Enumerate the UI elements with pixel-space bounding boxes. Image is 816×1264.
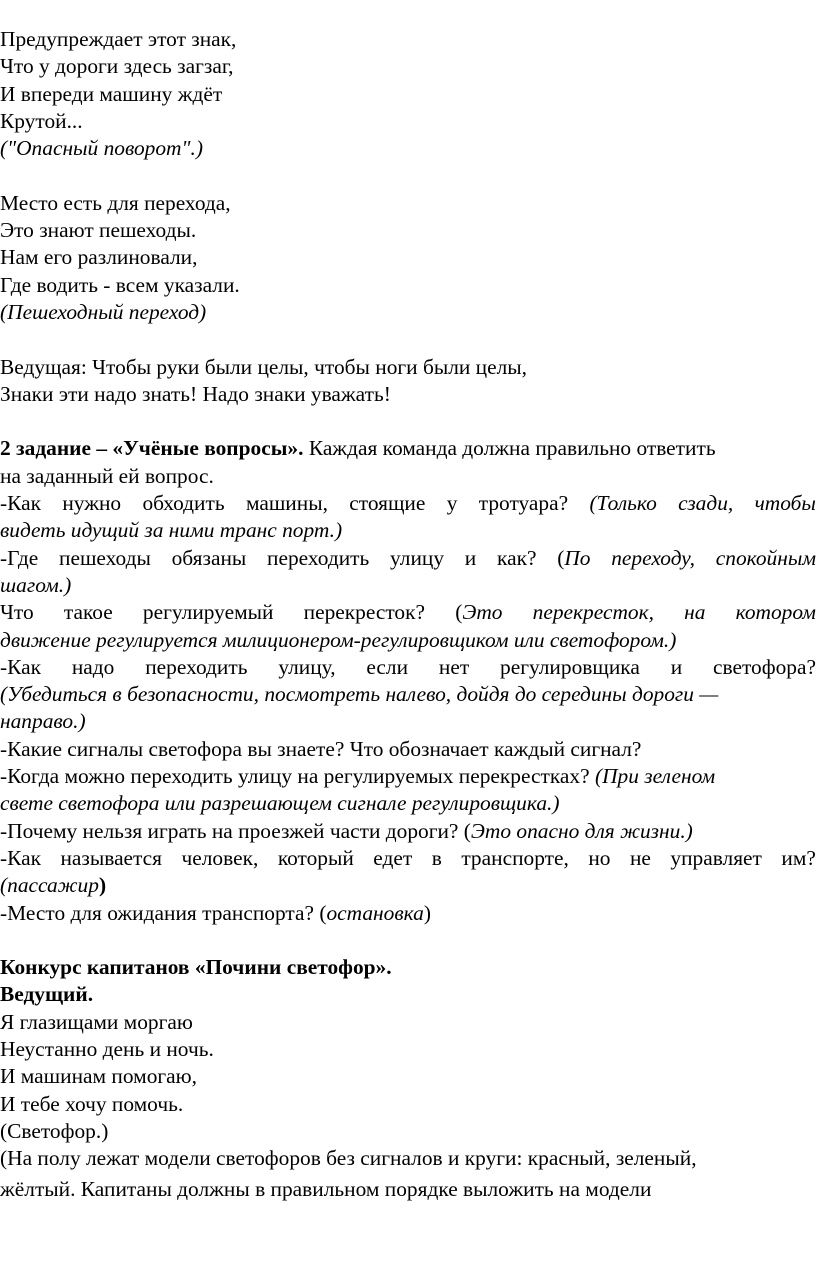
poem-answer: (Светофор.) <box>0 1118 109 1143</box>
poem-line: Нам его разлиновали, <box>0 245 198 270</box>
poem-answer: ("Опасный поворот".) <box>0 136 203 161</box>
blank-line <box>0 927 816 954</box>
answer-line: направо.) <box>0 709 86 734</box>
answer-line: шагом.) <box>0 572 72 597</box>
task-2-intro: Каждая команда должна правильно ответить <box>308 436 716 461</box>
question-line: -Почему нельзя играть на проезжей части дороги? (Это опасно для жизни.) <box>0 818 693 843</box>
poem-line: И впереди машину ждёт <box>0 81 223 106</box>
question-line: -Как надо переходить улицу, если нет регулировщика и светофора? <box>0 654 816 679</box>
host-speech <box>0 354 816 409</box>
answer-line: (Убедиться в безопасности, посмотреть налево, дойдя до середины дороги — <box>0 682 719 707</box>
task-2-intro-line: на заданный ей вопрос. <box>0 463 214 488</box>
question-line: -Какие сигналы светофора вы знаете? Что обозначает каждый сигнал? <box>0 736 642 761</box>
document-page <box>0 26 816 1203</box>
blank-line <box>0 326 816 353</box>
blank-line <box>0 162 816 189</box>
answer-line: движение регулируется милиционером-регулировщиком или светофором.) <box>0 627 677 652</box>
answer-line: свете светофора или разрешающем сигнале регулировщика.) <box>0 791 560 816</box>
poem-dangerous-turn <box>0 26 816 162</box>
poem-line: Где водить - всем указали. <box>0 272 240 297</box>
poem-line: Неустанно день и ночь. <box>0 1036 214 1061</box>
poem-line: Предупреждает этот знак, <box>0 27 237 51</box>
poem-line: Я глазищами моргаю <box>0 1009 193 1034</box>
poem-line: Что у дороги здесь загзаг, <box>0 54 234 79</box>
answer-line: (пассажир) <box>0 873 107 898</box>
poem-line: Это знают пешеходы. <box>0 218 197 243</box>
question-line: -Как нужно обходить машины, стоящие у тротуара? (Только сзади, чтобы <box>0 491 816 516</box>
captains-contest-section <box>0 954 816 1203</box>
blank-line <box>0 408 816 435</box>
task-2-heading-line <box>0 435 816 462</box>
task-2-section <box>0 435 816 926</box>
answer-line: видеть идущий за ними транс порт.) <box>0 518 343 543</box>
task-2-title: 2 задание – «Учёные вопросы». <box>0 436 304 461</box>
poem-line: И тебе хочу помочь. <box>0 1091 184 1116</box>
poem-line: И машинам помогаю, <box>0 1064 197 1089</box>
instruction-line: (На полу лежат модели светофоров без сигналов и круги: красный, зеленый, <box>0 1146 697 1171</box>
question-line: -Когда можно переходить улицу на регулируемых перекрестках? (При зеленом <box>0 764 716 789</box>
poem-line: Крутой... <box>0 108 83 133</box>
question-line: -Где пешеходы обязаны переходить улицу и как? (По переходу, спокойным <box>0 545 816 570</box>
question-line: -Место для ожидания транспорта? (остановка) <box>0 900 431 925</box>
poem-line: Место есть для перехода, <box>0 190 231 215</box>
host-label: Ведущий. <box>0 982 94 1007</box>
host-line: Знаки эти надо знать! Надо знаки уважать! <box>0 381 391 406</box>
question-line: -Как называется человек, который едет в транспорте, но не управляет им? <box>0 845 816 870</box>
question-line: Что такое регулируемый перекресток? (Это перекресток, на котором <box>0 600 816 625</box>
poem-crosswalk <box>0 190 816 326</box>
instruction-line: жёлтый. Капитаны должны в правильном порядке выложить на модели <box>0 1177 652 1202</box>
host-line: Ведущая: Чтобы руки были целы, чтобы ноги были целы, <box>0 354 528 379</box>
captains-title: Конкурс капитанов «Почини светофор». <box>0 955 392 980</box>
poem-answer: (Пешеходный переход) <box>0 299 207 324</box>
